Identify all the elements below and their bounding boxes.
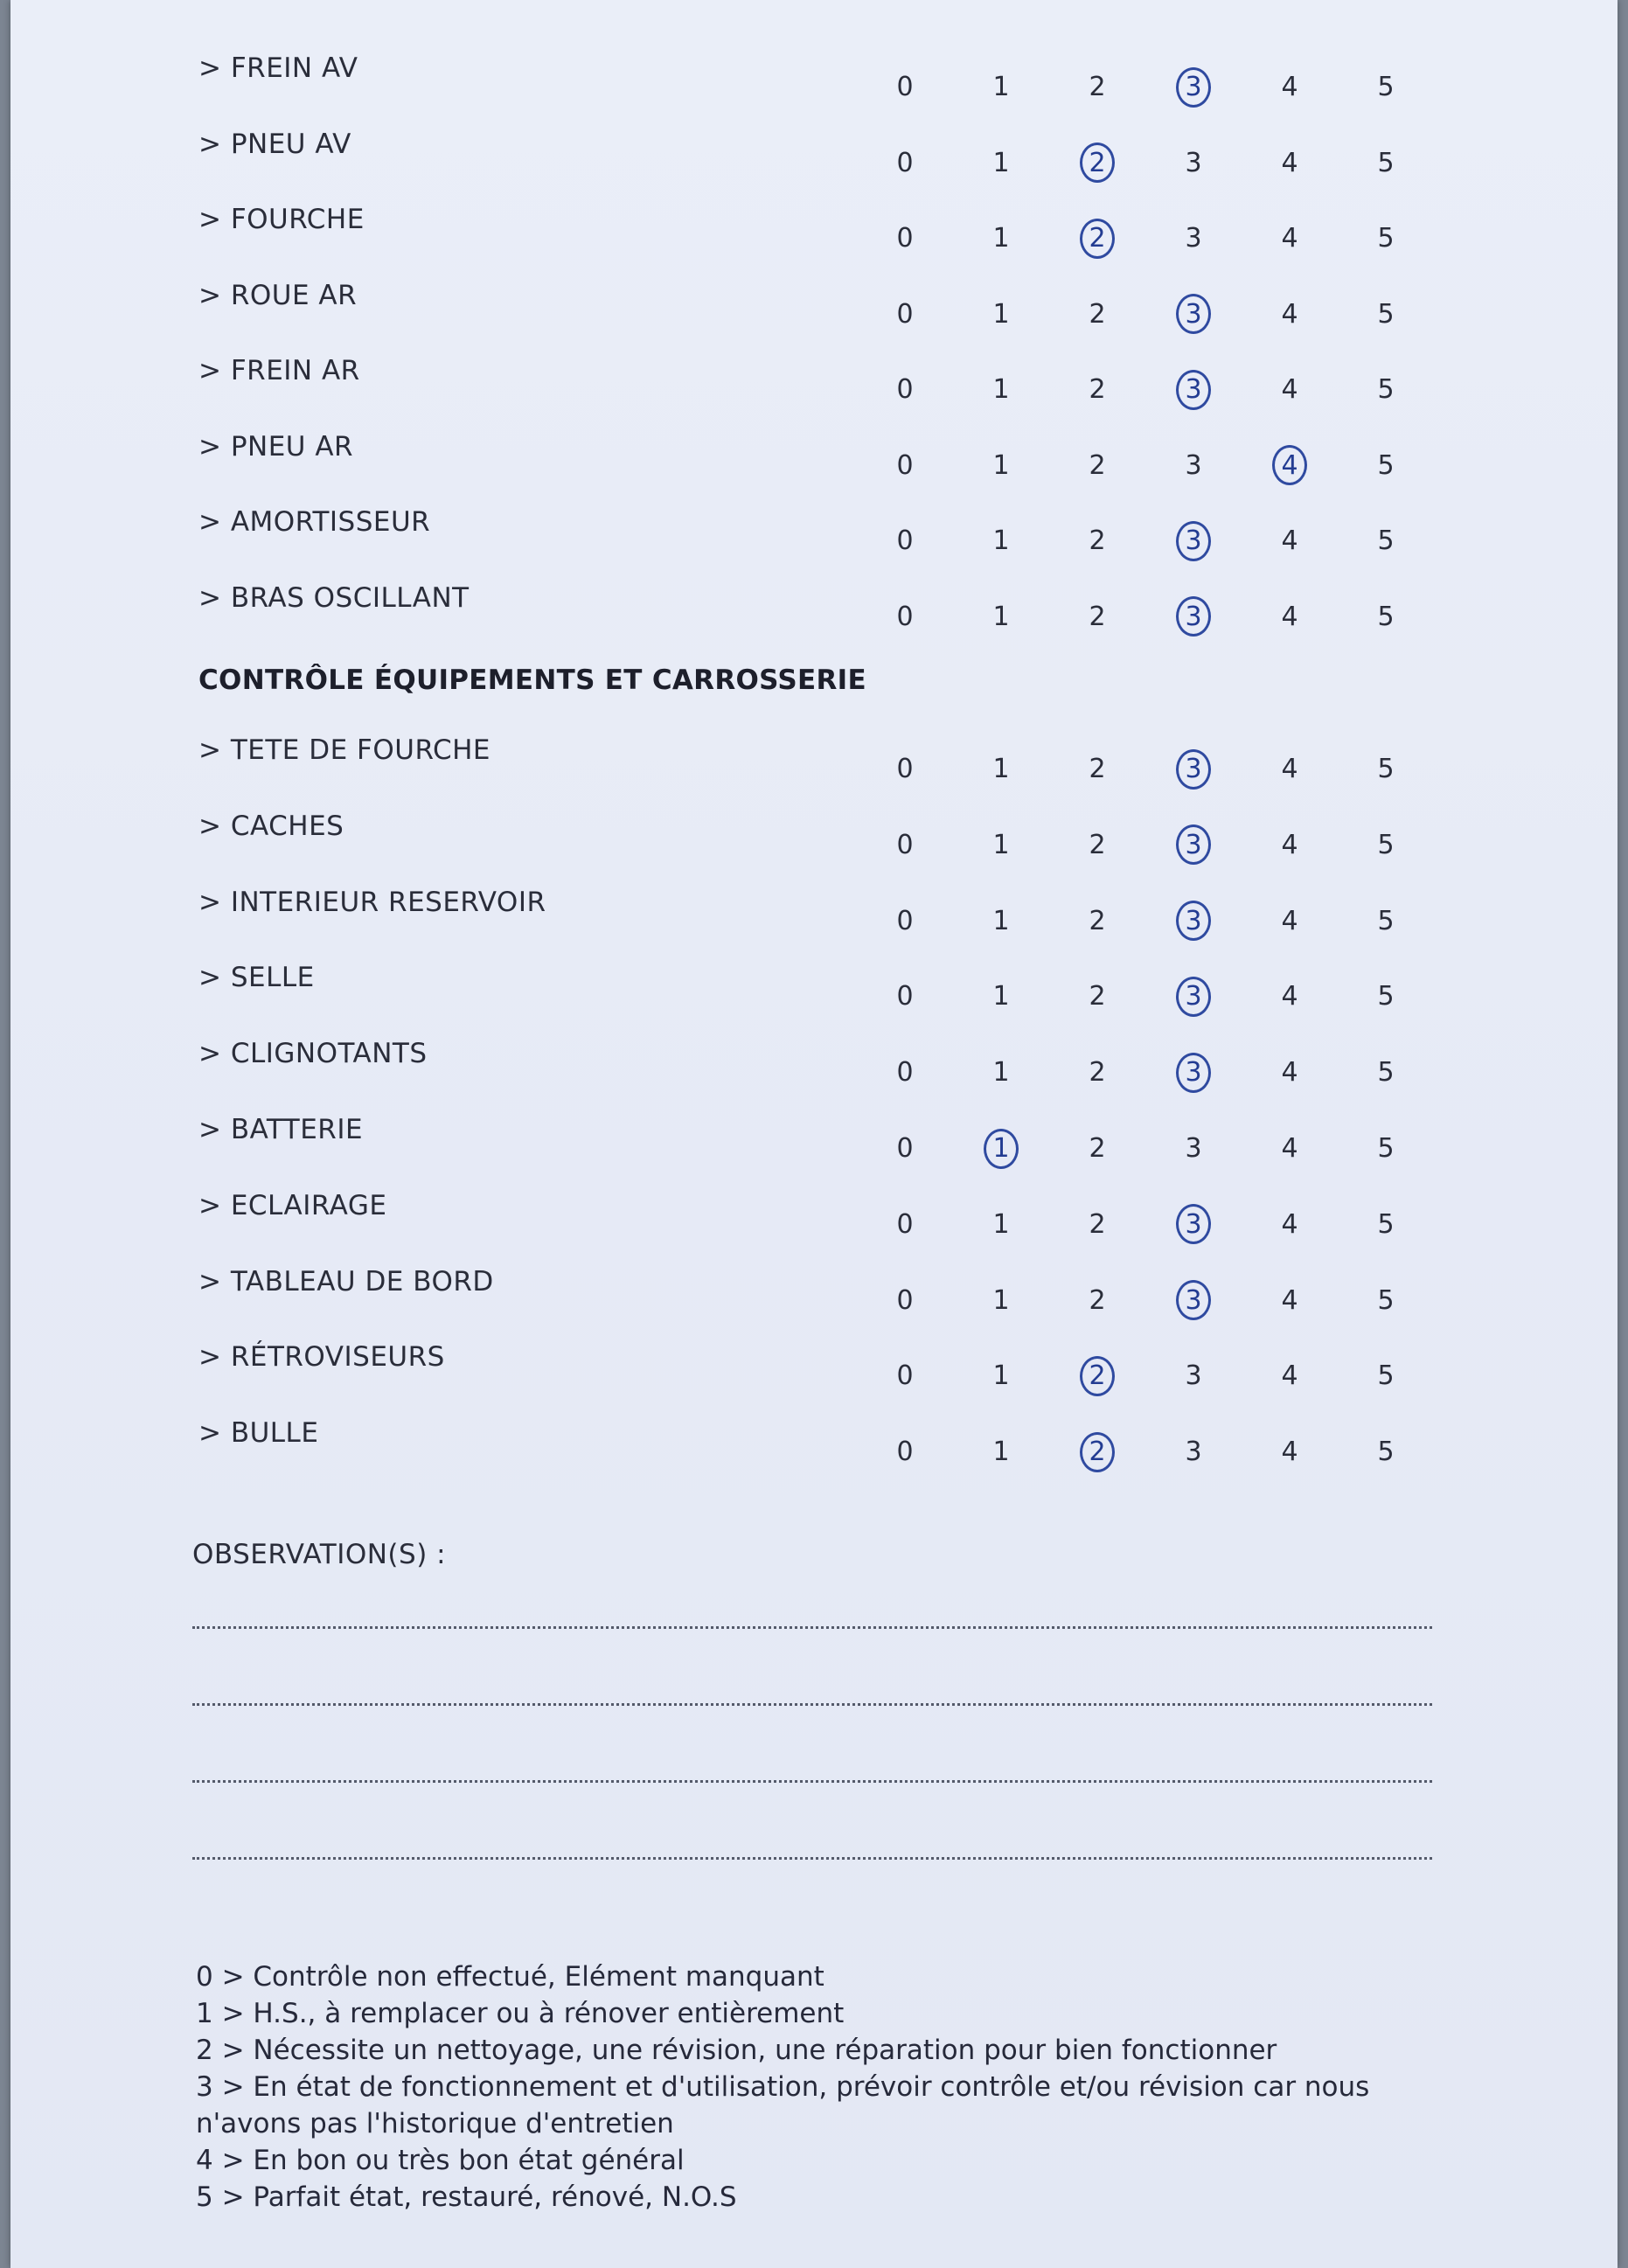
check-row bbox=[10, 204, 1618, 265]
score-option-3[interactable]: 3 bbox=[1167, 374, 1220, 405]
score-option-0[interactable]: 0 bbox=[896, 1360, 914, 1392]
score-option-4[interactable]: 4 bbox=[1281, 72, 1298, 102]
score-option-5[interactable]: 5 bbox=[1377, 1208, 1395, 1240]
score-option-2[interactable]: 2 bbox=[1089, 1133, 1106, 1164]
score-option-1[interactable]: 1 bbox=[992, 72, 1010, 102]
check-row bbox=[10, 734, 1618, 796]
score-option-4[interactable]: 4 bbox=[1281, 1284, 1298, 1316]
score-option-3[interactable]: 3 bbox=[1185, 449, 1202, 481]
check-label: > FREIN AR bbox=[198, 355, 360, 386]
score-option-2[interactable]: 2 bbox=[1071, 148, 1124, 178]
score-option-5[interactable]: 5 bbox=[1377, 449, 1395, 481]
score-option-5[interactable]: 5 bbox=[1377, 147, 1395, 178]
score-option-1[interactable]: 1 bbox=[992, 829, 1010, 860]
score-option-1[interactable]: 1 bbox=[992, 1057, 1010, 1089]
score-option-1[interactable]: 1 bbox=[992, 374, 1010, 405]
score-option-4[interactable]: 4 bbox=[1281, 147, 1298, 178]
score-option-5[interactable]: 5 bbox=[1377, 1133, 1395, 1164]
score-option-5[interactable]: 5 bbox=[1377, 754, 1395, 784]
check-row bbox=[10, 280, 1618, 341]
score-option-1[interactable]: 1 bbox=[992, 905, 1010, 936]
score-option-4[interactable]: 4 bbox=[1281, 1133, 1298, 1164]
check-row bbox=[10, 1114, 1618, 1175]
score-option-3[interactable]: 3 bbox=[1167, 72, 1220, 102]
score-option-2[interactable]: 2 bbox=[1089, 829, 1106, 860]
score-option-3[interactable]: 3 bbox=[1167, 981, 1220, 1012]
score-option-2[interactable]: 2 bbox=[1089, 449, 1106, 481]
score-option-5[interactable]: 5 bbox=[1377, 829, 1395, 860]
check-row bbox=[10, 887, 1618, 948]
check-label: > CLIGNOTANTS bbox=[198, 1038, 428, 1070]
score-option-2[interactable]: 2 bbox=[1071, 223, 1124, 254]
check-label: > ECLAIRAGE bbox=[198, 1189, 387, 1221]
score-option-3[interactable]: 3 bbox=[1185, 1437, 1202, 1468]
score-option-1[interactable]: 1 bbox=[992, 525, 1010, 556]
score-option-5[interactable]: 5 bbox=[1377, 1057, 1395, 1089]
score-option-1[interactable]: 1 bbox=[975, 1133, 1027, 1164]
check-label: > PNEU AV bbox=[198, 128, 351, 160]
score-option-4[interactable]: 4 bbox=[1281, 374, 1298, 405]
score-option-3[interactable]: 3 bbox=[1167, 906, 1220, 936]
check-label: > SELLE bbox=[198, 962, 315, 994]
score-option-0[interactable]: 0 bbox=[896, 829, 914, 860]
legend-item: 3 > En état de fonctionnement et d'utilisation, prévoir contrôle et/ou révision car nous n'avons pas l'historique d'entretien bbox=[196, 2071, 1370, 2139]
score-option-5[interactable]: 5 bbox=[1377, 374, 1395, 405]
score-option-2[interactable]: 2 bbox=[1089, 1284, 1106, 1316]
check-label: > PNEU AR bbox=[198, 430, 354, 463]
check-label: > BRAS OSCILLANT bbox=[198, 581, 470, 614]
score-option-5[interactable]: 5 bbox=[1377, 981, 1395, 1012]
score-option-4[interactable]: 4 bbox=[1281, 223, 1298, 254]
check-label: > BULLE bbox=[198, 1417, 319, 1450]
check-row bbox=[10, 582, 1618, 644]
score-option-0[interactable]: 0 bbox=[896, 72, 914, 102]
score-option-5[interactable]: 5 bbox=[1377, 223, 1395, 254]
score-option-5[interactable]: 5 bbox=[1377, 525, 1395, 556]
score-option-3[interactable]: 3 bbox=[1185, 147, 1202, 178]
check-label: > INTERIEUR RESERVOIR bbox=[198, 886, 546, 918]
observations-title: OBSERVATION(S) : bbox=[192, 1539, 447, 1570]
score-option-3[interactable]: 3 bbox=[1185, 1360, 1202, 1392]
score-option-1[interactable]: 1 bbox=[992, 449, 1010, 481]
score-option-0[interactable]: 0 bbox=[896, 449, 914, 481]
check-row bbox=[10, 431, 1618, 492]
score-option-1[interactable]: 1 bbox=[992, 981, 1010, 1012]
score-option-3[interactable]: 3 bbox=[1167, 525, 1220, 556]
score-option-2[interactable]: 2 bbox=[1089, 374, 1106, 405]
score-option-0[interactable]: 0 bbox=[896, 223, 914, 254]
legend-item: 5 > Parfait état, restauré, rénové, N.O.S bbox=[196, 2181, 737, 2213]
score-option-0[interactable]: 0 bbox=[896, 1057, 914, 1089]
score-option-2[interactable]: 2 bbox=[1089, 1208, 1106, 1240]
score-option-2[interactable]: 2 bbox=[1089, 981, 1106, 1012]
score-option-0[interactable]: 0 bbox=[896, 1208, 914, 1240]
check-row bbox=[10, 52, 1618, 114]
check-label: > FREIN AV bbox=[198, 52, 358, 84]
score-option-4[interactable]: 4 bbox=[1281, 298, 1298, 330]
score-option-0[interactable]: 0 bbox=[896, 1133, 914, 1164]
score-option-0[interactable]: 0 bbox=[896, 905, 914, 936]
inspection-sheet bbox=[10, 0, 1618, 2268]
score-option-1[interactable]: 1 bbox=[992, 223, 1010, 254]
score-option-0[interactable]: 0 bbox=[896, 147, 914, 178]
check-row bbox=[10, 1038, 1618, 1099]
score-option-5[interactable]: 5 bbox=[1377, 601, 1395, 632]
score-option-4[interactable]: 4 bbox=[1281, 754, 1298, 784]
score-option-4[interactable]: 4 bbox=[1281, 829, 1298, 860]
check-row bbox=[10, 129, 1618, 190]
score-option-0[interactable]: 0 bbox=[896, 601, 914, 632]
score-option-4[interactable]: 4 bbox=[1281, 525, 1298, 556]
score-option-2[interactable]: 2 bbox=[1089, 1057, 1106, 1089]
score-option-0[interactable]: 0 bbox=[896, 754, 914, 784]
score-option-3[interactable]: 3 bbox=[1167, 1209, 1220, 1240]
score-option-1[interactable]: 1 bbox=[992, 1437, 1010, 1468]
score-option-1[interactable]: 1 bbox=[992, 601, 1010, 632]
observation-line[interactable] bbox=[192, 1780, 1432, 1783]
rating-legend bbox=[196, 1958, 1455, 2216]
score-option-3[interactable]: 3 bbox=[1167, 754, 1220, 784]
check-label: > BATTERIE bbox=[198, 1114, 364, 1145]
score-option-3[interactable]: 3 bbox=[1167, 830, 1220, 860]
score-option-2[interactable]: 2 bbox=[1089, 525, 1106, 556]
score-option-2[interactable]: 2 bbox=[1089, 298, 1106, 330]
score-option-2[interactable]: 2 bbox=[1089, 905, 1106, 936]
score-option-0[interactable]: 0 bbox=[896, 1437, 914, 1468]
check-label: > CACHES bbox=[198, 810, 344, 842]
score-option-4[interactable]: 4 bbox=[1281, 1057, 1298, 1089]
score-option-5[interactable]: 5 bbox=[1377, 72, 1395, 102]
score-option-4[interactable]: 4 bbox=[1281, 981, 1298, 1012]
score-option-2[interactable]: 2 bbox=[1089, 754, 1106, 784]
score-option-4[interactable]: 4 bbox=[1263, 450, 1316, 481]
check-row bbox=[10, 1190, 1618, 1251]
legend-item: 0 > Contrôle non effectué, Elément manquant bbox=[196, 1961, 824, 1993]
legend-item: 4 > En bon ou très bon état général bbox=[196, 2145, 685, 2176]
score-option-2[interactable]: 2 bbox=[1071, 1360, 1124, 1391]
check-row bbox=[10, 1266, 1618, 1327]
score-option-4[interactable]: 4 bbox=[1281, 905, 1298, 936]
score-option-5[interactable]: 5 bbox=[1377, 298, 1395, 330]
check-row bbox=[10, 1341, 1618, 1402]
score-option-0[interactable]: 0 bbox=[896, 1284, 914, 1316]
score-option-0[interactable]: 0 bbox=[896, 374, 914, 405]
score-option-2[interactable]: 2 bbox=[1089, 72, 1106, 102]
check-label: > ROUE AR bbox=[198, 279, 358, 311]
score-option-3[interactable]: 3 bbox=[1167, 1057, 1220, 1088]
score-option-5[interactable]: 5 bbox=[1377, 1284, 1395, 1316]
score-option-0[interactable]: 0 bbox=[896, 981, 914, 1012]
score-option-3[interactable]: 3 bbox=[1185, 1133, 1202, 1164]
score-option-0[interactable]: 0 bbox=[896, 298, 914, 330]
score-option-1[interactable]: 1 bbox=[992, 1360, 1010, 1392]
score-option-3[interactable]: 3 bbox=[1185, 223, 1202, 254]
check-row bbox=[10, 1417, 1618, 1478]
check-label: > FOURCHE bbox=[198, 204, 365, 235]
score-option-3[interactable]: 3 bbox=[1167, 1285, 1220, 1316]
observation-line[interactable] bbox=[192, 1703, 1432, 1706]
score-option-4[interactable]: 4 bbox=[1281, 1437, 1298, 1468]
score-option-4[interactable]: 4 bbox=[1281, 601, 1298, 632]
section-title: CONTRÔLE ÉQUIPEMENTS ET CARROSSERIE bbox=[198, 664, 866, 696]
score-option-2[interactable]: 2 bbox=[1089, 601, 1106, 632]
check-label: > AMORTISSEUR bbox=[198, 506, 431, 538]
score-option-3[interactable]: 3 bbox=[1167, 299, 1220, 330]
check-row bbox=[10, 810, 1618, 872]
check-label: > TETE DE FOURCHE bbox=[198, 734, 490, 766]
score-option-1[interactable]: 1 bbox=[992, 1284, 1010, 1316]
score-option-0[interactable]: 0 bbox=[896, 525, 914, 556]
score-option-1[interactable]: 1 bbox=[992, 1208, 1010, 1240]
check-row bbox=[10, 962, 1618, 1023]
score-option-4[interactable]: 4 bbox=[1281, 1360, 1298, 1392]
score-option-5[interactable]: 5 bbox=[1377, 1437, 1395, 1468]
check-label: > RÉTROVISEURS bbox=[198, 1341, 445, 1374]
check-row bbox=[10, 506, 1618, 567]
score-option-4[interactable]: 4 bbox=[1281, 1208, 1298, 1240]
score-option-5[interactable]: 5 bbox=[1377, 1360, 1395, 1392]
score-option-3[interactable]: 3 bbox=[1167, 602, 1220, 632]
legend-item: 2 > Nécessite un nettoyage, une révision, une réparation pour bien fonctionner bbox=[196, 2035, 1277, 2066]
score-option-1[interactable]: 1 bbox=[992, 298, 1010, 330]
score-option-5[interactable]: 5 bbox=[1377, 905, 1395, 936]
observation-line[interactable] bbox=[192, 1857, 1432, 1860]
legend-item: 1 > H.S., à remplacer ou à rénover entièrement bbox=[196, 1998, 845, 2029]
score-option-1[interactable]: 1 bbox=[992, 754, 1010, 784]
check-row bbox=[10, 355, 1618, 416]
check-label: > TABLEAU DE BORD bbox=[198, 1265, 494, 1297]
score-option-2[interactable]: 2 bbox=[1071, 1437, 1124, 1467]
score-option-1[interactable]: 1 bbox=[992, 147, 1010, 178]
observation-line[interactable] bbox=[192, 1626, 1432, 1629]
